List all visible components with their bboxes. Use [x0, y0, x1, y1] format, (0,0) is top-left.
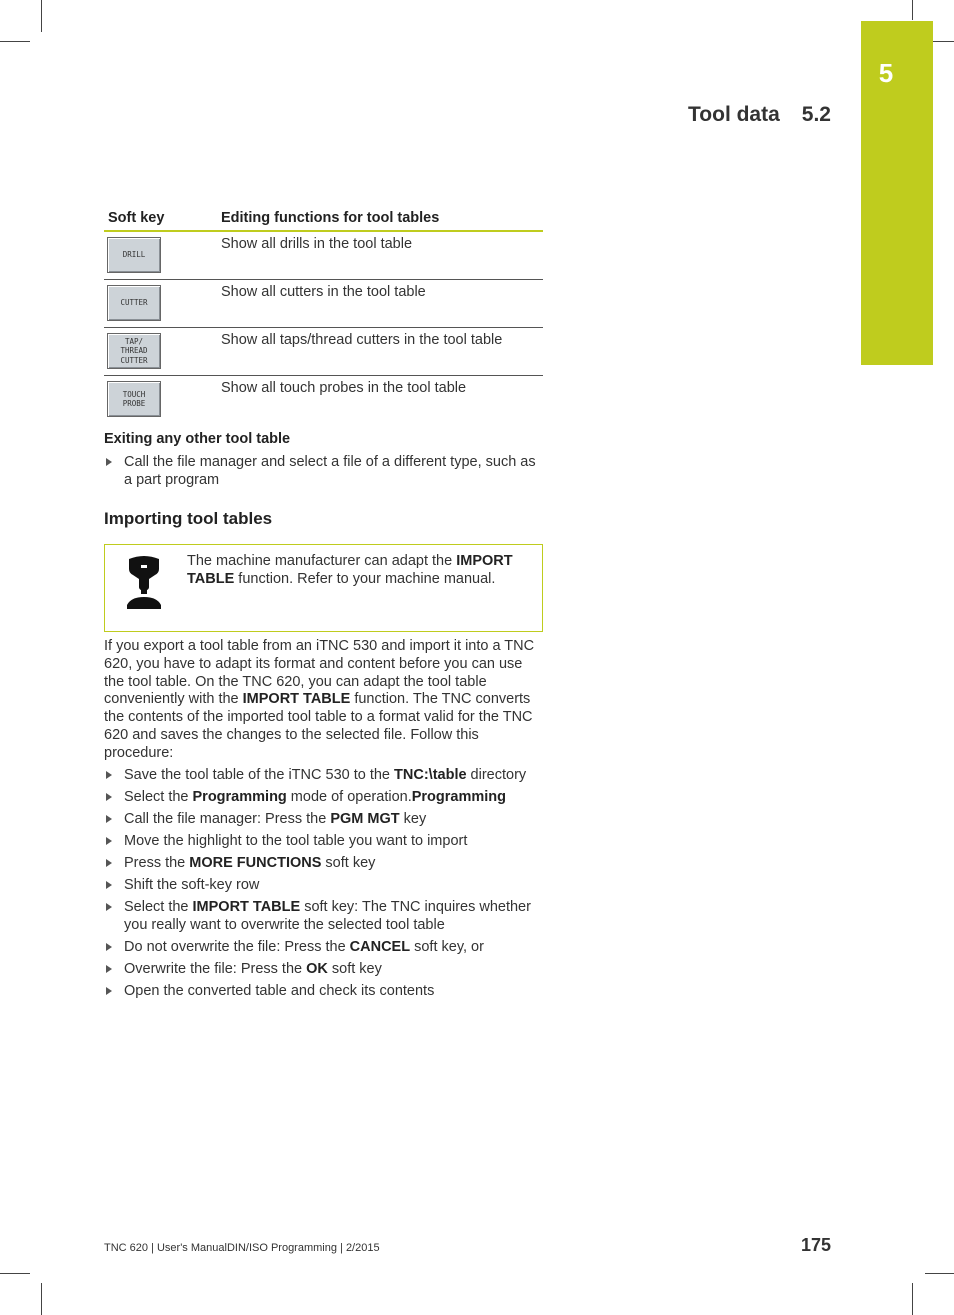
crop-mark: [0, 1273, 30, 1274]
softkey-tap-thread-cutter-button[interactable]: TAP/ THREAD CUTTER: [107, 333, 161, 369]
crop-mark: [925, 1273, 954, 1274]
softkey-drill-button[interactable]: DRILL: [107, 237, 161, 273]
softkey-cutter-button[interactable]: CUTTER: [107, 285, 161, 321]
crop-mark: [41, 1283, 42, 1315]
importing-heading: Importing tool tables: [104, 509, 273, 528]
crop-mark: [912, 0, 913, 20]
arrow-icon: [106, 859, 112, 867]
arrow-icon: [106, 771, 112, 779]
arrow-icon: [106, 987, 112, 995]
table-cell: Show all taps/thread cutters in the tool table: [217, 328, 543, 376]
arrow-icon: [106, 793, 112, 801]
footer-text: TNC 620 | User's ManualDIN/ISO Programming | 2/2015: [104, 1242, 380, 1254]
list-item: Overwrite the file: Press the OK soft key: [104, 960, 544, 978]
page-number: 175: [800, 1235, 831, 1255]
table-cell: Show all touch probes in the tool table: [221, 380, 467, 396]
arrow-icon: [106, 903, 112, 911]
exiting-heading: Exiting any other tool table: [104, 431, 291, 447]
arrow-icon: [106, 881, 112, 889]
arrow-icon: [106, 458, 112, 466]
list-item: Select the IMPORT TABLE soft key: The TNC inquires whether you really want to overwrite the selected tool table: [104, 898, 544, 934]
table-row: [104, 376, 543, 424]
column-header-softkey: Soft key: [104, 208, 217, 231]
list-item: Open the converted table and check its contents: [104, 982, 544, 1000]
crop-mark: [41, 0, 42, 32]
table-row: [104, 328, 543, 376]
list-item: Call the file manager: Press the PGM MGT key: [104, 810, 544, 828]
arrow-icon: [106, 815, 112, 823]
table-row: [104, 280, 543, 328]
import-steps: [104, 766, 544, 1004]
step-text: Call the file manager and select a file of a different type, such as a part program: [124, 454, 536, 488]
softkey-table: [104, 208, 543, 423]
chapter-number: 5: [878, 58, 894, 88]
arrow-icon: [106, 965, 112, 973]
note-box: [104, 544, 543, 632]
exiting-steps: [104, 453, 544, 493]
list-item: Shift the soft-key row: [104, 876, 544, 894]
list-item: Select the Programming mode of operation.Programming: [104, 788, 544, 806]
list-item: [104, 453, 544, 489]
machine-spindle-icon: [123, 555, 165, 611]
list-item: Save the tool table of the iTNC 530 to the TNC:\table directory: [104, 766, 544, 784]
crop-mark: [0, 41, 30, 42]
arrow-icon: [106, 943, 112, 951]
running-head-title: Tool data: [688, 103, 780, 126]
table-header-row: [104, 208, 543, 231]
table-cell: Show all cutters in the tool table: [217, 280, 543, 328]
intro-paragraph: If you export a tool table from an iTNC 530 and import it into a TNC 620, you have to adapt its format and content before you can use the tool table. On the TNC 620, you can adapt the tool table conveniently with the IMPORT TABLE function. The TNC converts the contents of the imported tool table to a format valid for the TNC 620 and saves the changes to the selected file. Follow this procedure:: [104, 638, 535, 761]
note-text: The machine manufacturer can adapt the IMPORT TABLE function. Refer to your machine manual.: [187, 553, 513, 587]
running-head: [688, 103, 831, 127]
running-head-section: 5.2: [801, 103, 831, 126]
list-item: Move the highlight to the tool table you want to import: [104, 832, 544, 850]
list-item: Do not overwrite the file: Press the CANCEL soft key, or: [104, 938, 544, 956]
softkey-touch-probe-button[interactable]: TOUCH PROBE: [107, 381, 161, 417]
crop-mark: [912, 1283, 913, 1315]
table-row: [104, 231, 543, 280]
table-cell: Show all drills in the tool table: [217, 231, 543, 280]
list-item: Press the MORE FUNCTIONS soft key: [104, 854, 544, 872]
note-divider: [185, 545, 186, 631]
column-header-functions: Editing functions for tool tables: [217, 208, 543, 231]
arrow-icon: [106, 837, 112, 845]
